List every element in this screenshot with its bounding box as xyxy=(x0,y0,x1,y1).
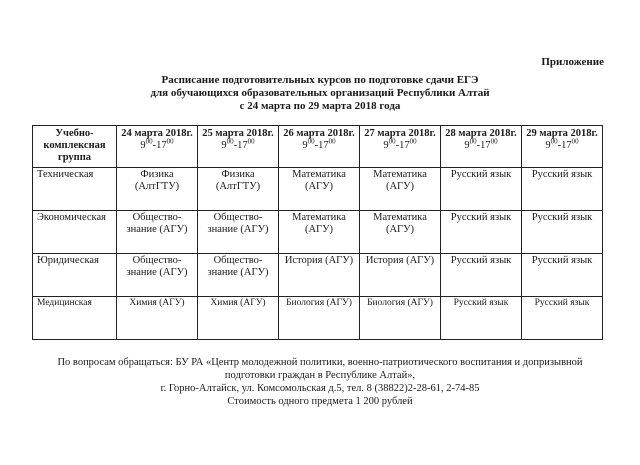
group-header: Учебно-комплексная группа xyxy=(33,126,117,168)
day-time: $9^{00}-17^{00}$ xyxy=(302,137,336,151)
subject-cell: Русский язык xyxy=(522,297,603,340)
day-time: $9^{00}-17^{00}$ xyxy=(464,137,498,151)
subject-cell: Биология (АГУ) xyxy=(279,297,360,340)
table-row xyxy=(33,254,603,297)
contact-footer xyxy=(0,356,640,408)
day-header xyxy=(117,126,198,168)
day-date: 24 марта 2018г. xyxy=(121,128,193,139)
appendix-label: Приложение xyxy=(541,56,604,68)
day-time: $9^{00}-17^{00}$ xyxy=(221,137,255,151)
group-cell: Медицинская xyxy=(33,297,117,340)
subject-cell: Химия (АГУ) xyxy=(198,297,279,340)
subject-cell: Химия (АГУ) xyxy=(117,297,198,340)
subject-cell: Общество-знание (АГУ) xyxy=(117,211,198,254)
subject-cell: Русский язык xyxy=(441,168,522,211)
subject-cell: Русский язык xyxy=(441,297,522,340)
table-row xyxy=(33,211,603,254)
day-date: 29 марта 2018г. xyxy=(526,128,598,139)
subject-cell: Русский язык xyxy=(522,211,603,254)
subject-cell: Общество-знание (АГУ) xyxy=(117,254,198,297)
subject-cell: Математика (АГУ) xyxy=(360,168,441,211)
schedule-table xyxy=(32,125,603,340)
day-time: $9^{00}-17^{00}$ xyxy=(383,137,417,151)
subject-cell: Русский язык xyxy=(522,254,603,297)
header-row xyxy=(33,126,603,168)
table-row xyxy=(33,297,603,340)
day-header xyxy=(279,126,360,168)
subject-cell: Общество-знание (АГУ) xyxy=(198,211,279,254)
footer-line-4: Стоимость одного предмета 1 200 рублей xyxy=(227,396,413,407)
subject-cell: Математика (АГУ) xyxy=(279,168,360,211)
title-line-1: Расписание подготовительных курсов по подготовке сдачи ЕГЭ xyxy=(161,74,479,86)
group-cell: Экономическая xyxy=(33,211,117,254)
group-cell: Юридическая xyxy=(33,254,117,297)
subject-cell: История (АГУ) xyxy=(279,254,360,297)
footer-line-1: По вопросам обращаться: БУ РА «Центр молодежной политики, военно-патриотического воспитания и допризывной xyxy=(57,357,583,368)
title-line-2: для обучающихся образовательных организаций Республики Алтай xyxy=(150,87,490,99)
subject-cell: Общество-знание (АГУ) xyxy=(198,254,279,297)
subject-cell: Физика (АлтГТУ) xyxy=(117,168,198,211)
day-time: $9^{00}-17^{00}$ xyxy=(140,137,174,151)
subject-cell: Русский язык xyxy=(522,168,603,211)
subject-cell: Биология (АГУ) xyxy=(360,297,441,340)
day-date: 27 марта 2018г. xyxy=(364,128,436,139)
footer-line-2: подготовки граждан в Республике Алтай», xyxy=(224,370,416,381)
footer-line-3: г. Горно-Алтайск, ул. Комсомольская д.5, тел. 8 (38822)2-28-61, 2-74-85 xyxy=(160,383,480,394)
table-row xyxy=(33,168,603,211)
day-header xyxy=(522,126,603,168)
group-cell: Техническая xyxy=(33,168,117,211)
subject-cell: Физика (АлтГТУ) xyxy=(198,168,279,211)
subject-cell: Математика (АГУ) xyxy=(279,211,360,254)
subject-cell: История (АГУ) xyxy=(360,254,441,297)
day-date: 28 марта 2018г. xyxy=(445,128,517,139)
day-time: $9^{00}-17^{00}$ xyxy=(545,137,579,151)
title-line-3: с 24 марта по 29 марта 2018 года xyxy=(239,100,401,112)
subject-cell: Математика (АГУ) xyxy=(360,211,441,254)
day-header xyxy=(360,126,441,168)
day-date: 25 марта 2018г. xyxy=(202,128,274,139)
day-header xyxy=(198,126,279,168)
day-date: 26 марта 2018г. xyxy=(283,128,355,139)
document-title xyxy=(0,74,640,113)
day-header xyxy=(441,126,522,168)
subject-cell: Русский язык xyxy=(441,254,522,297)
subject-cell: Русский язык xyxy=(441,211,522,254)
